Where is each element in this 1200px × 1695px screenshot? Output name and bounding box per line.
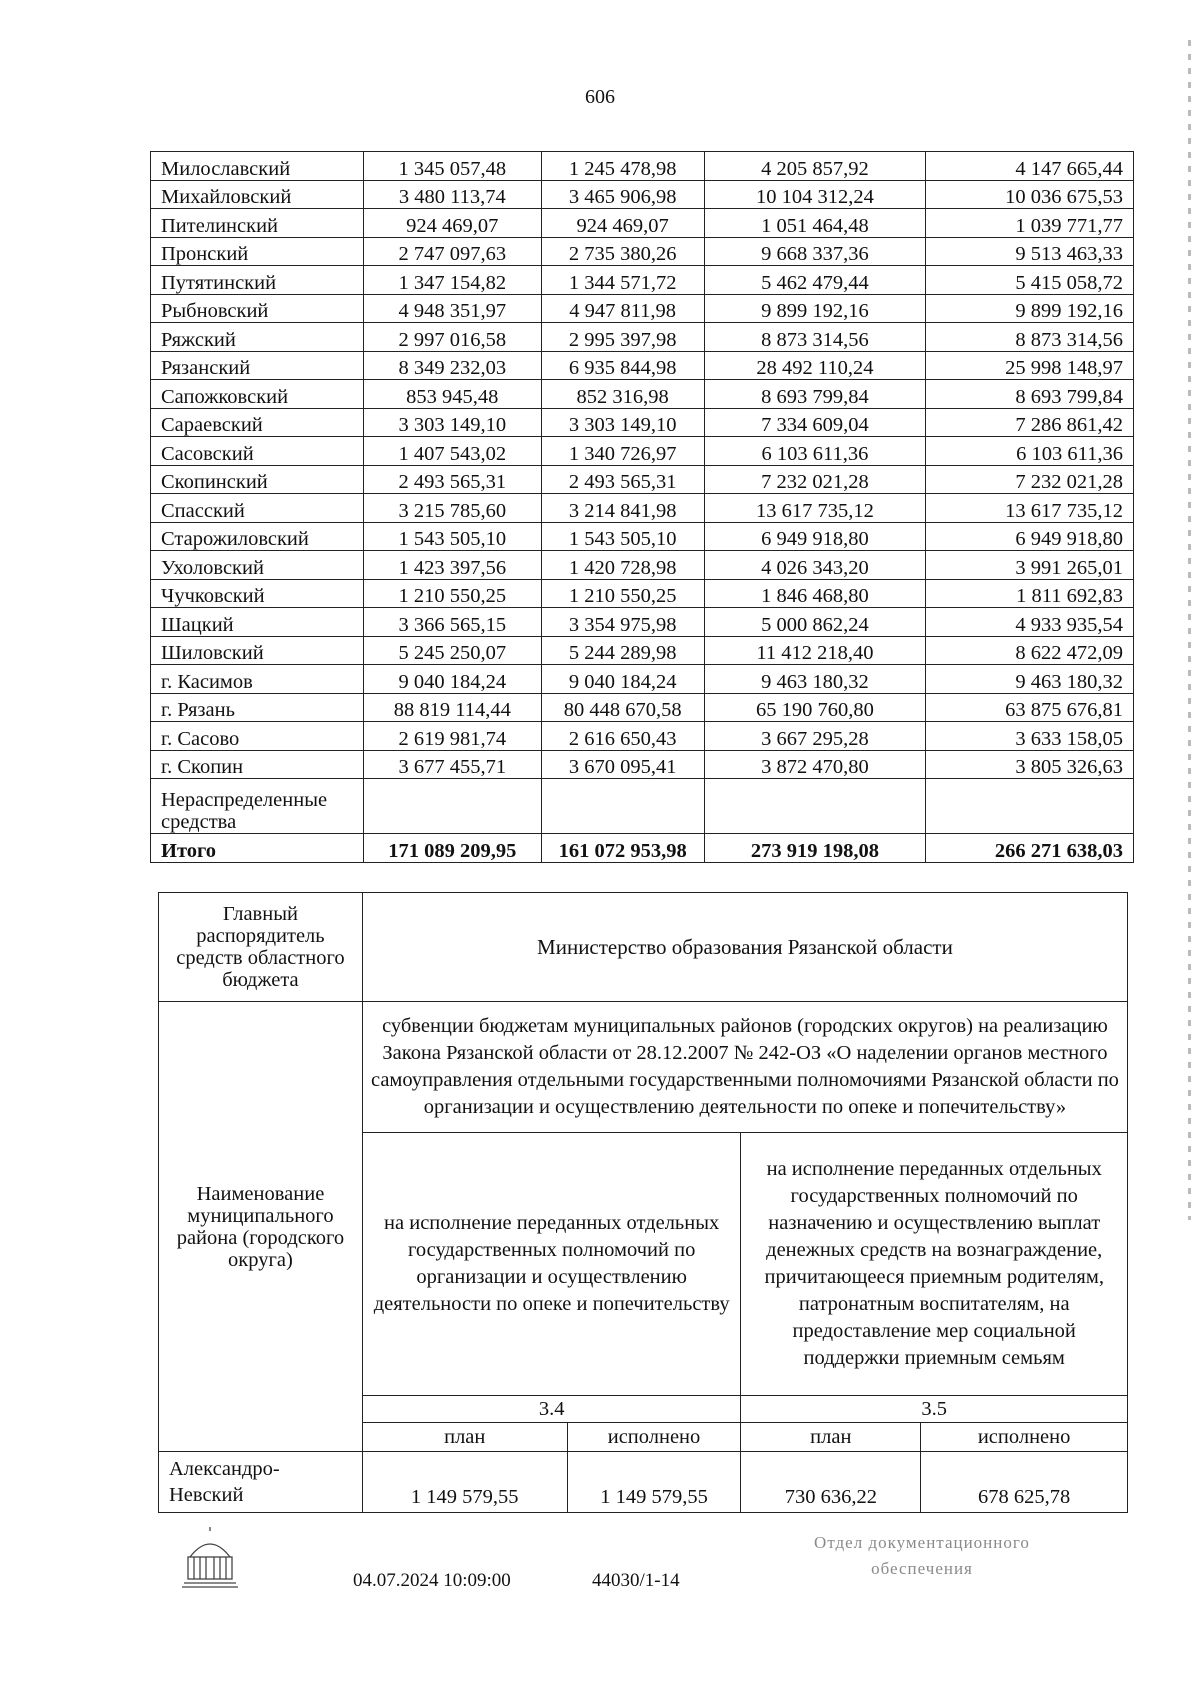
value-cell: 3 872 470,80 — [704, 750, 926, 779]
district-name-line2: Невский — [169, 1484, 244, 1506]
allocation-table-body — [151, 152, 1134, 863]
value-cell: 5 245 250,07 — [363, 636, 541, 665]
value-cell: 6 103 611,36 — [926, 437, 1134, 466]
building-emblem-icon — [180, 1527, 240, 1593]
value-cell: 7 334 609,04 — [704, 408, 926, 437]
value-cell: 3 215 785,60 — [363, 494, 541, 523]
district-name: Спасский — [151, 494, 364, 523]
value-cell: 3 366 565,15 — [363, 608, 541, 637]
subvention-description: субвенции бюджетам муниципальных районов (городских округов) на реализацию Закона Рязанской области от 28.12.2007 № 242-ОЗ «О наделении органов местного самоуправления отдельными государственными полномочиями Рязанской области по организации и осуществлению деятельности по опеке и попечительству» — [362, 1002, 1127, 1133]
table-row — [151, 152, 1134, 181]
district-name: Путятинский — [151, 266, 364, 295]
value-cell: 10 104 312,24 — [704, 180, 926, 209]
value-cell: 1 543 505,10 — [363, 522, 541, 551]
value-cell: 3 991 265,01 — [926, 551, 1134, 580]
value-cell: 1 051 464,48 — [704, 209, 926, 238]
value-cell: 2 619 981,74 — [363, 722, 541, 751]
value-cell: 1 846 468,80 — [704, 579, 926, 608]
table-row — [151, 579, 1134, 608]
value-cell: 1 347 154,82 — [363, 266, 541, 295]
district-name: г. Скопин — [151, 750, 364, 779]
district-name: Пителинский — [151, 209, 364, 238]
value-cell: 13 617 735,12 — [926, 494, 1134, 523]
table-row — [151, 266, 1134, 295]
value-cell: 924 469,07 — [363, 209, 541, 238]
document-date: 04.07.2024 10:09:00 — [353, 1570, 511, 1591]
district-name: Шацкий — [151, 608, 364, 637]
empty-cell — [541, 779, 704, 834]
district-name — [159, 1452, 363, 1513]
table-row — [151, 380, 1134, 409]
value-cell: 6 949 918,80 — [926, 522, 1134, 551]
value-cell: 11 412 218,40 — [704, 636, 926, 665]
guardianship-table — [158, 892, 1128, 1513]
column-number-3-4: 3.4 — [362, 1396, 741, 1423]
column-number-3-5: 3.5 — [741, 1396, 1128, 1423]
value-cell: 1 543 505,10 — [541, 522, 704, 551]
value-cell: 8 873 314,56 — [926, 323, 1134, 352]
empty-cell — [704, 779, 926, 834]
table-row — [151, 522, 1134, 551]
value-cell: 28 492 110,24 — [704, 351, 926, 380]
stamp-line1: Отдел документационного — [814, 1533, 1030, 1552]
value-cell: 3 214 841,98 — [541, 494, 704, 523]
value-cell: 6 935 844,98 — [541, 351, 704, 380]
district-name: Рыбновский — [151, 294, 364, 323]
value-cell: 25 998 148,97 — [926, 351, 1134, 380]
table-row — [151, 209, 1134, 238]
value-cell: 678 625,78 — [921, 1452, 1128, 1513]
value-cell: 88 819 114,44 — [363, 693, 541, 722]
district-name: Михайловский — [151, 180, 364, 209]
district-name: г. Рязань — [151, 693, 364, 722]
value-cell: 65 190 760,80 — [704, 693, 926, 722]
value-cell: 9 668 337,36 — [704, 237, 926, 266]
value-cell: 4 026 343,20 — [704, 551, 926, 580]
total-label: Итого — [151, 834, 364, 863]
value-cell: 3 677 455,71 — [363, 750, 541, 779]
table-row — [151, 636, 1134, 665]
value-cell: 3 633 158,05 — [926, 722, 1134, 751]
table-row — [151, 722, 1134, 751]
value-cell: 2 493 565,31 — [541, 465, 704, 494]
value-cell: 7 232 021,28 — [926, 465, 1134, 494]
value-cell: 4 933 935,54 — [926, 608, 1134, 637]
value-cell: 9 899 192,16 — [926, 294, 1134, 323]
value-cell: 1 345 057,48 — [363, 152, 541, 181]
table-row — [151, 551, 1134, 580]
value-cell: 7 232 021,28 — [704, 465, 926, 494]
value-cell: 9 463 180,32 — [704, 665, 926, 694]
value-cell: 5 462 479,44 — [704, 266, 926, 295]
district-name: г. Касимов — [151, 665, 364, 694]
district-name: Милославский — [151, 152, 364, 181]
value-cell: 8 349 232,03 — [363, 351, 541, 380]
value-cell: 1 149 579,55 — [362, 1452, 567, 1513]
ministry-name: Министерство образования Рязанской области — [362, 893, 1127, 1002]
value-cell: 1 344 571,72 — [541, 266, 704, 295]
value-cell: 6 103 611,36 — [704, 437, 926, 466]
value-cell: 1 210 550,25 — [363, 579, 541, 608]
subcolumn-3-5-title: на исполнение переданных отдельных государственных полномочий по назначению и осуществлению выплат денежных средств на вознаграждение, причитающееся приемным родителям, патронатным воспитателям, на предоставление мер социальной поддержки приемным семьям — [741, 1133, 1128, 1396]
value-cell: 1 149 579,55 — [567, 1452, 741, 1513]
total-row — [151, 834, 1134, 863]
value-cell: 9 513 463,33 — [926, 237, 1134, 266]
value-cell: 2 747 097,63 — [363, 237, 541, 266]
table-row — [151, 408, 1134, 437]
value-cell: 8 873 314,56 — [704, 323, 926, 352]
value-cell: 2 493 565,31 — [363, 465, 541, 494]
total-value: 171 089 209,95 — [363, 834, 541, 863]
value-cell: 3 480 113,74 — [363, 180, 541, 209]
total-value: 266 271 638,03 — [926, 834, 1134, 863]
table-row — [151, 665, 1134, 694]
value-cell: 9 040 184,24 — [363, 665, 541, 694]
value-cell: 63 875 676,81 — [926, 693, 1134, 722]
value-cell: 6 949 918,80 — [704, 522, 926, 551]
table-row — [151, 294, 1134, 323]
value-cell: 852 316,98 — [541, 380, 704, 409]
registration-number: 44030/1-14 — [592, 1570, 680, 1591]
table-row — [151, 750, 1134, 779]
value-cell: 1 245 478,98 — [541, 152, 704, 181]
value-cell: 8 693 799,84 — [704, 380, 926, 409]
value-cell: 2 616 650,43 — [541, 722, 704, 751]
value-cell: 1 210 550,25 — [541, 579, 704, 608]
value-cell: 13 617 735,12 — [704, 494, 926, 523]
value-cell: 924 469,07 — [541, 209, 704, 238]
value-cell: 3 354 975,98 — [541, 608, 704, 637]
value-cell: 9 040 184,24 — [541, 665, 704, 694]
head-label: Главный распорядитель средств областного бюджета — [159, 893, 363, 1002]
empty-cell — [363, 779, 541, 834]
district-name: Шиловский — [151, 636, 364, 665]
district-name: Старожиловский — [151, 522, 364, 551]
undistributed-label — [151, 779, 364, 834]
table-row — [151, 608, 1134, 637]
table-row — [151, 351, 1134, 380]
value-cell: 9 899 192,16 — [704, 294, 926, 323]
district-name: Рязанский — [151, 351, 364, 380]
department-stamp — [772, 1530, 1072, 1582]
subcolumn-3-4-title: на исполнение переданных отдельных государственных полномочий по организации и осуществлению деятельности по опеке и попечительству — [362, 1133, 741, 1396]
allocation-table — [150, 151, 1134, 863]
value-cell: 1 423 397,56 — [363, 551, 541, 580]
value-cell: 3 303 149,10 — [541, 408, 704, 437]
value-cell: 3 303 149,10 — [363, 408, 541, 437]
district-name: Ухоловский — [151, 551, 364, 580]
value-cell: 3 465 906,98 — [541, 180, 704, 209]
value-cell: 8 693 799,84 — [926, 380, 1134, 409]
total-value: 161 072 953,98 — [541, 834, 704, 863]
district-name: Скопинский — [151, 465, 364, 494]
district-name: Сапожковский — [151, 380, 364, 409]
value-cell: 1 407 543,02 — [363, 437, 541, 466]
value-cell: 80 448 670,58 — [541, 693, 704, 722]
undistributed-line2: средства — [161, 811, 237, 833]
done-header: исполнено — [567, 1423, 741, 1452]
value-cell: 5 244 289,98 — [541, 636, 704, 665]
value-cell: 4 948 351,97 — [363, 294, 541, 323]
table-row — [151, 465, 1134, 494]
undistributed-row — [151, 779, 1134, 834]
undistributed-line1: Нераспределенные — [161, 789, 328, 811]
value-cell: 4 947 811,98 — [541, 294, 704, 323]
value-cell: 10 036 675,53 — [926, 180, 1134, 209]
value-cell: 5 000 862,24 — [704, 608, 926, 637]
district-name: Чучковский — [151, 579, 364, 608]
done-header: исполнено — [921, 1423, 1128, 1452]
row-label: Наименование муниципального района (городского округа) — [159, 1002, 363, 1452]
table-row — [151, 494, 1134, 523]
value-cell: 1 811 692,83 — [926, 579, 1134, 608]
scan-edge-mark — [1188, 40, 1191, 1220]
value-cell: 2 997 016,58 — [363, 323, 541, 352]
value-cell: 1 039 771,77 — [926, 209, 1134, 238]
table-row — [151, 180, 1134, 209]
value-cell: 1 340 726,97 — [541, 437, 704, 466]
value-cell: 9 463 180,32 — [926, 665, 1134, 694]
plan-header: план — [741, 1423, 921, 1452]
stamp-line2: обеспечения — [871, 1559, 973, 1578]
value-cell: 4 205 857,92 — [704, 152, 926, 181]
value-cell: 2 735 380,26 — [541, 237, 704, 266]
district-name: г. Сасово — [151, 722, 364, 751]
value-cell: 730 636,22 — [741, 1452, 921, 1513]
table-row — [151, 323, 1134, 352]
page-number: 606 — [585, 86, 615, 108]
value-cell: 8 622 472,09 — [926, 636, 1134, 665]
value-cell: 4 147 665,44 — [926, 152, 1134, 181]
value-cell: 7 286 861,42 — [926, 408, 1134, 437]
table-row — [151, 237, 1134, 266]
district-name: Ряжский — [151, 323, 364, 352]
value-cell: 2 995 397,98 — [541, 323, 704, 352]
total-value: 273 919 198,08 — [704, 834, 926, 863]
plan-header: план — [362, 1423, 567, 1452]
value-cell: 3 667 295,28 — [704, 722, 926, 751]
value-cell: 3 670 095,41 — [541, 750, 704, 779]
district-name: Сараевский — [151, 408, 364, 437]
district-name: Пронский — [151, 237, 364, 266]
table-row — [151, 693, 1134, 722]
value-cell: 5 415 058,72 — [926, 266, 1134, 295]
empty-cell — [926, 779, 1134, 834]
district-name: Сасовский — [151, 437, 364, 466]
value-cell: 853 945,48 — [363, 380, 541, 409]
value-cell: 3 805 326,63 — [926, 750, 1134, 779]
district-name-line1: Александро- — [169, 1458, 280, 1480]
table-row — [151, 437, 1134, 466]
value-cell: 1 420 728,98 — [541, 551, 704, 580]
